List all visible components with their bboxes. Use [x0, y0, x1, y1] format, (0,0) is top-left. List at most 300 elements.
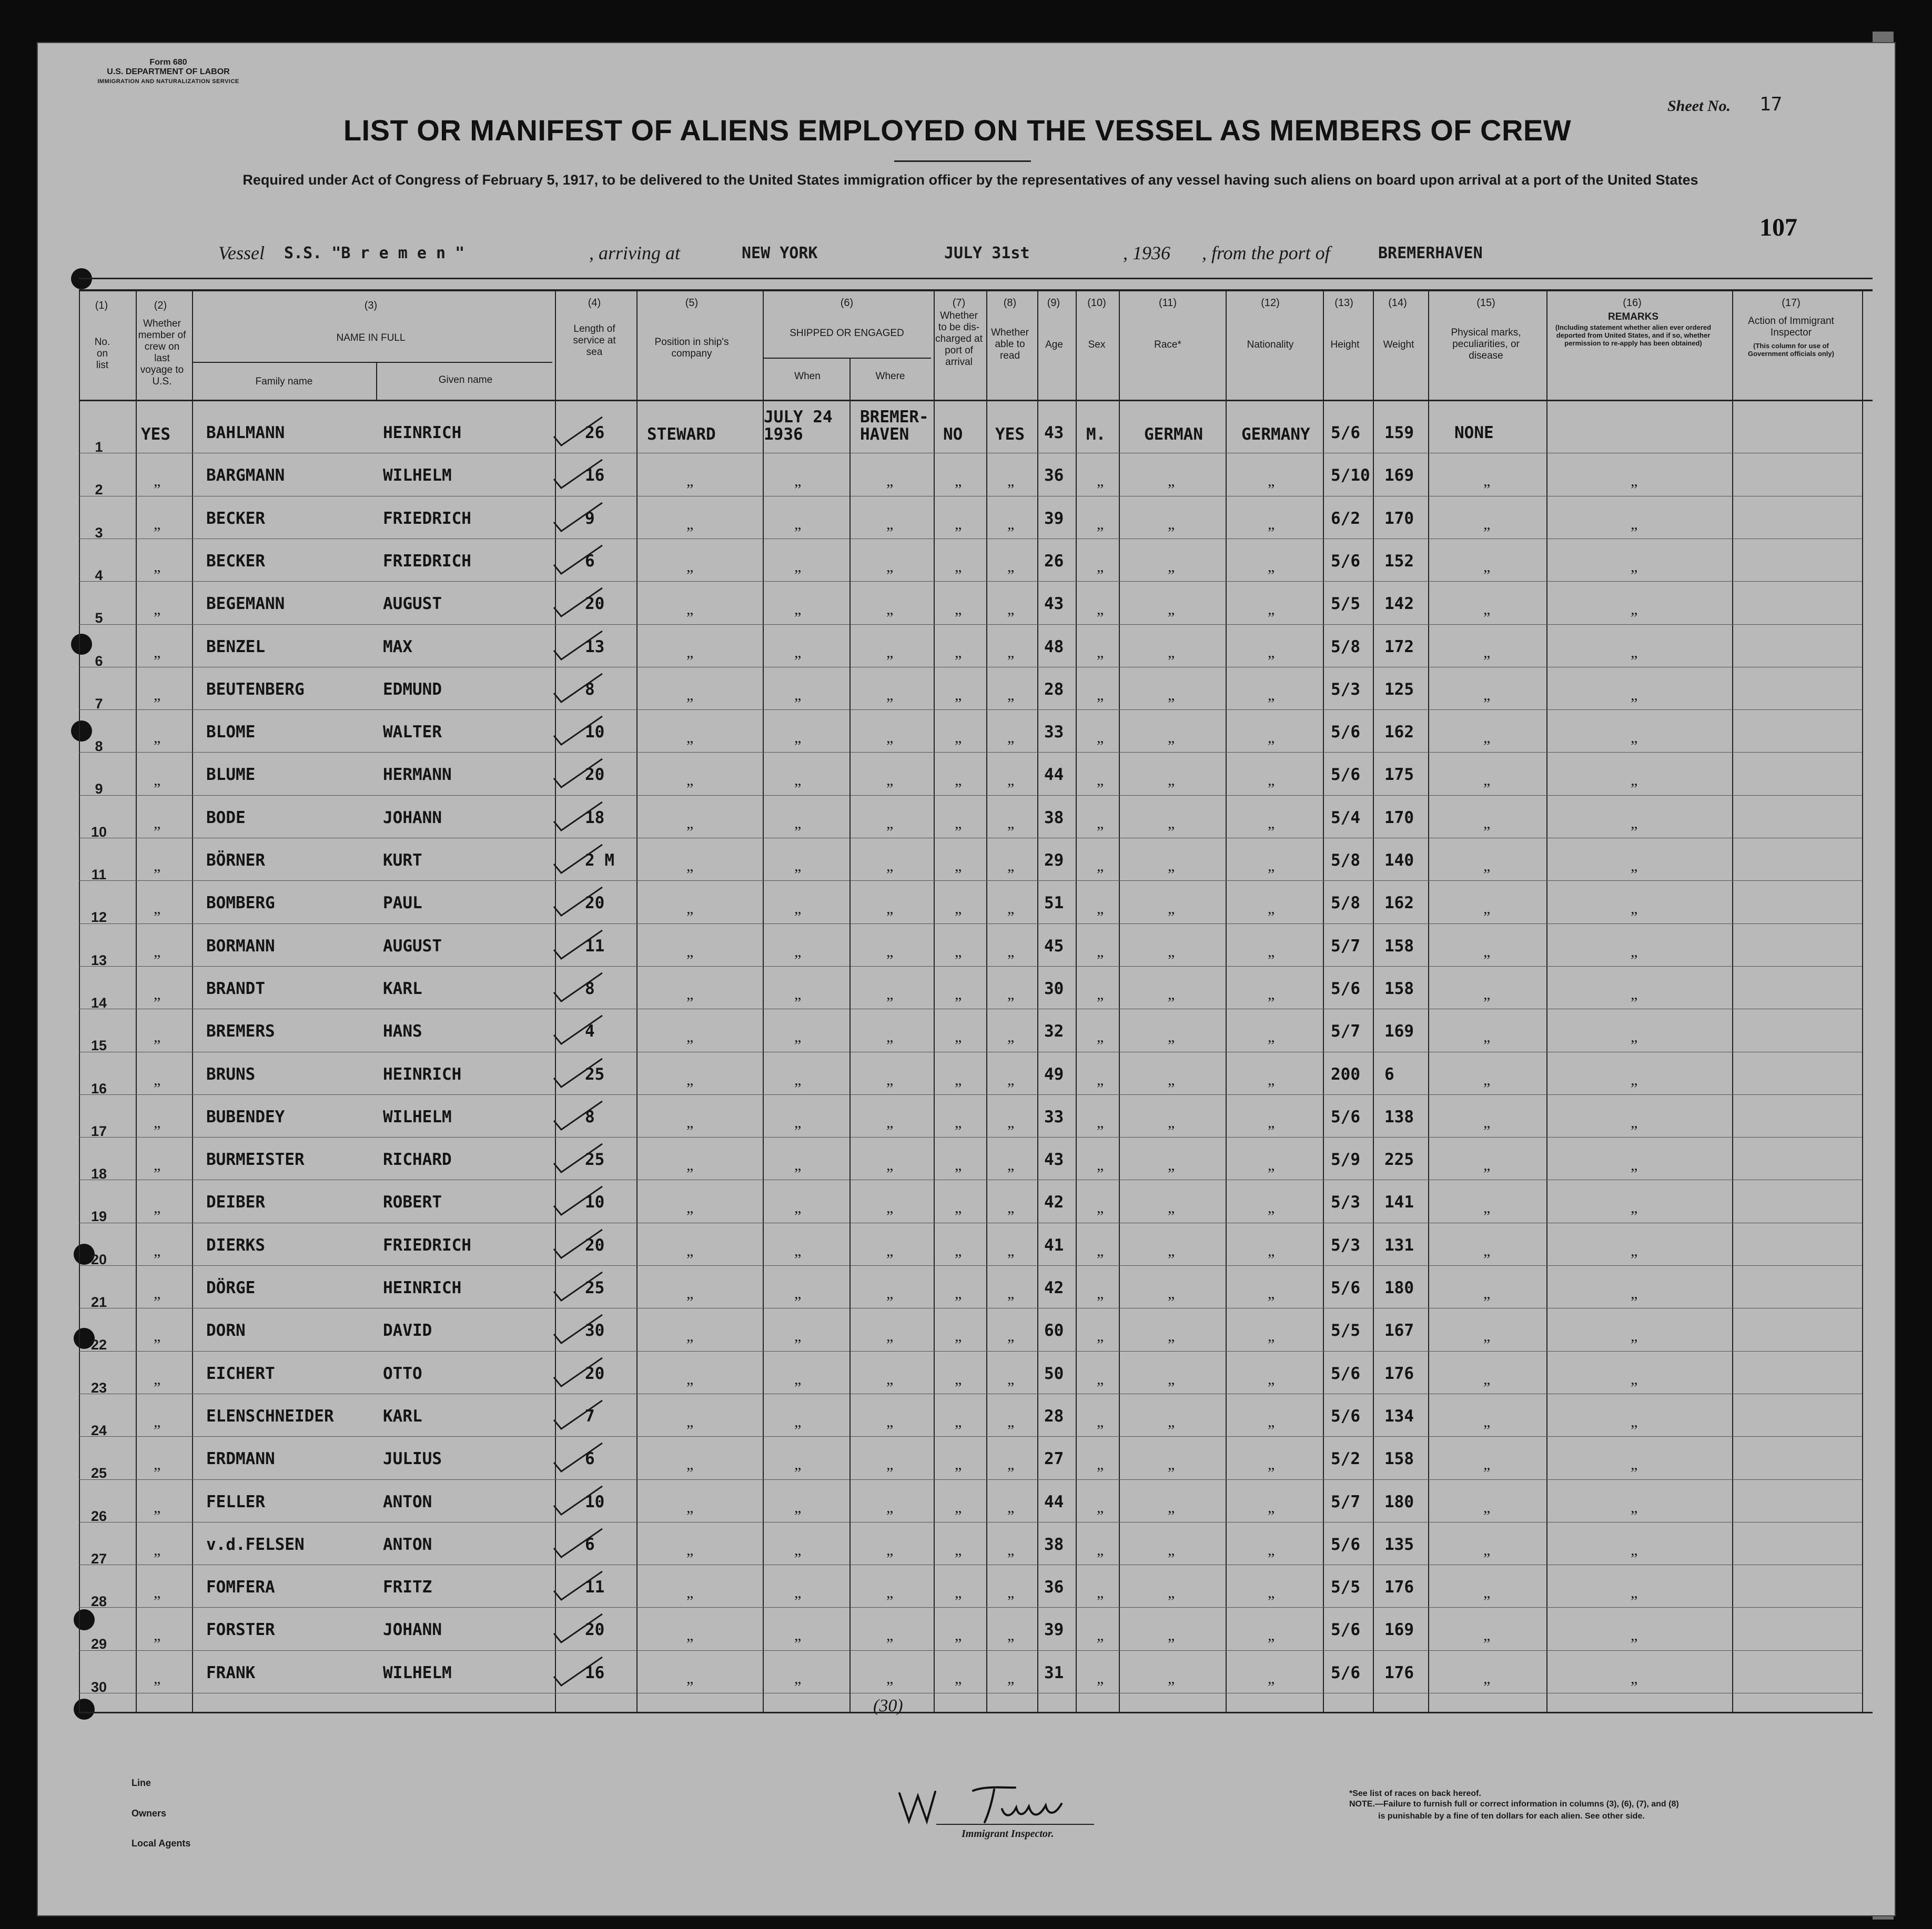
- height: 5/8: [1331, 894, 1360, 912]
- row-number: 18: [90, 1166, 107, 1182]
- ditto-mark: „: [154, 472, 161, 490]
- weight: 135: [1384, 1535, 1414, 1554]
- row-divider: [79, 752, 1862, 753]
- age: 43: [1044, 1150, 1064, 1169]
- service-length: 13: [585, 637, 605, 656]
- age: 29: [1044, 851, 1064, 870]
- ditto-mark: „: [886, 601, 894, 618]
- ditto-mark: „: [886, 815, 894, 832]
- weight: 176: [1384, 1663, 1414, 1682]
- row-number: 29: [90, 1636, 107, 1652]
- ditto-mark: „: [886, 515, 894, 533]
- column-divider: [1119, 290, 1120, 1713]
- physical-marks-value: NONE: [1454, 423, 1494, 442]
- ditto-mark: „: [686, 1199, 694, 1216]
- ditto-mark: „: [1007, 1541, 1015, 1559]
- service-length: 10: [585, 1193, 605, 1212]
- row-number: 12: [90, 909, 107, 925]
- ditto-mark: „: [955, 771, 962, 789]
- weight: 180: [1384, 1278, 1414, 1297]
- height: 5/6: [1331, 723, 1360, 742]
- ditto-mark: „: [1097, 729, 1104, 746]
- ditto-mark: „: [1631, 815, 1638, 832]
- ditto-mark: „: [686, 601, 694, 618]
- given-name: HANS: [383, 1022, 422, 1041]
- ditto-mark: „: [1097, 1456, 1104, 1473]
- where-header: Where: [875, 371, 905, 382]
- ditto-mark: „: [1168, 601, 1175, 618]
- ditto-mark: „: [154, 1670, 161, 1687]
- ditto-mark: „: [886, 1413, 894, 1430]
- given-name: KARL: [383, 979, 422, 998]
- ditto-mark: „: [1483, 1627, 1491, 1644]
- vessel-name: S.S. "B r e m e n ": [284, 244, 465, 262]
- ditto-mark: „: [686, 1541, 694, 1559]
- ditto-mark: „: [794, 857, 802, 875]
- given-name: FRIEDRICH: [383, 1236, 471, 1255]
- family-name: BOMBERG: [206, 894, 275, 912]
- ditto-mark: „: [955, 1370, 962, 1388]
- ditto-mark: „: [1168, 558, 1175, 575]
- ditto-mark: „: [955, 1584, 962, 1601]
- column-divider: [1226, 290, 1227, 1713]
- given-name: DAVID: [383, 1321, 432, 1340]
- inspector-signature: [894, 1780, 1105, 1833]
- col5-header: Position in ship's company: [654, 337, 729, 359]
- col2-header: Whether member of crew on last voyage to U.S.: [138, 318, 186, 387]
- ditto-mark: „: [1168, 1199, 1175, 1216]
- height: 5/6: [1331, 1407, 1360, 1426]
- ditto-mark: „: [686, 1456, 694, 1473]
- check-mark: [550, 627, 608, 664]
- ditto-mark: „: [686, 986, 694, 1003]
- age: 31: [1044, 1663, 1064, 1682]
- weight: 159: [1384, 423, 1414, 442]
- ditto-mark: „: [1007, 515, 1015, 533]
- ditto-mark: „: [794, 1071, 802, 1089]
- weight: 6: [1384, 1065, 1394, 1084]
- ditto-mark: „: [1268, 1285, 1275, 1302]
- age: 33: [1044, 1108, 1064, 1126]
- family-name: ERDMANN: [206, 1449, 275, 1468]
- ditto-mark: „: [1631, 1541, 1638, 1559]
- ditto-mark: „: [1168, 1114, 1175, 1131]
- ditto-mark: „: [794, 1627, 802, 1644]
- service-length: 10: [585, 1493, 605, 1511]
- ditto-mark: „: [794, 1413, 802, 1430]
- age: 50: [1044, 1364, 1064, 1383]
- weight: 134: [1384, 1407, 1414, 1426]
- ditto-mark: „: [794, 515, 802, 533]
- ditto-mark: „: [794, 771, 802, 789]
- check-mark: [550, 1268, 608, 1305]
- age: 48: [1044, 637, 1064, 656]
- sex-value: M.: [1086, 425, 1106, 444]
- ditto-mark: „: [1268, 558, 1275, 575]
- height: 5/3: [1331, 1236, 1360, 1255]
- row-number: 10: [90, 824, 107, 840]
- ditto-mark: „: [794, 815, 802, 832]
- ditto-mark: „: [1268, 515, 1275, 533]
- ditto-mark: „: [154, 601, 161, 618]
- ditto-mark: „: [1168, 1456, 1175, 1473]
- family-name: BLOME: [206, 723, 256, 742]
- from-port-label: , from the port of: [1202, 242, 1330, 263]
- ditto-mark: „: [1268, 686, 1275, 704]
- height: 5/6: [1331, 1663, 1360, 1682]
- ditto-mark: „: [955, 1114, 962, 1131]
- weight: 162: [1384, 894, 1414, 912]
- races-note: *See list of races on back hereof.: [1349, 1789, 1481, 1798]
- column-divider: [934, 290, 935, 1713]
- service-length: 4: [585, 1022, 595, 1041]
- ditto-mark: „: [794, 1499, 802, 1516]
- ditto-mark: „: [886, 1242, 894, 1260]
- given-name: OTTO: [383, 1364, 422, 1383]
- table-top-border: [79, 289, 1873, 291]
- ditto-mark: „: [794, 558, 802, 575]
- ditto-mark: „: [1007, 1114, 1015, 1131]
- ditto-mark: „: [1483, 1541, 1491, 1559]
- age: 30: [1044, 979, 1064, 998]
- ditto-mark: „: [1007, 771, 1015, 789]
- check-mark: [550, 1311, 608, 1347]
- ditto-mark: „: [1631, 644, 1638, 661]
- check-mark: [550, 413, 608, 450]
- check-mark: [550, 1439, 608, 1476]
- ditto-mark: „: [1268, 1242, 1275, 1260]
- ditto-mark: „: [1483, 1584, 1491, 1601]
- check-mark: [550, 1140, 608, 1176]
- race-value: GERMAN: [1144, 425, 1203, 444]
- ditto-mark: „: [686, 1584, 694, 1601]
- ditto-mark: „: [154, 1370, 161, 1388]
- ditto-mark: „: [886, 943, 894, 960]
- family-name: FORSTER: [206, 1620, 275, 1639]
- given-name-header: Given name: [438, 374, 493, 385]
- ditto-mark: „: [1631, 857, 1638, 875]
- ditto-mark: „: [1631, 1199, 1638, 1216]
- ditto-mark: „: [1097, 900, 1104, 917]
- departure-port: BREMERHAVEN: [1378, 244, 1483, 262]
- row-number: 1: [95, 439, 103, 455]
- ditto-mark: „: [1483, 1028, 1491, 1045]
- column-divider: [1428, 290, 1429, 1713]
- given-name: FRIEDRICH: [383, 552, 471, 571]
- row-number: 22: [90, 1337, 107, 1353]
- ditto-mark: „: [154, 729, 161, 746]
- ditto-mark: „: [886, 1627, 894, 1644]
- ditto-mark: „: [686, 771, 694, 789]
- height: 5/6: [1331, 1278, 1360, 1297]
- given-name: ROBERT: [383, 1193, 442, 1212]
- ditto-mark: „: [886, 1199, 894, 1216]
- ditto-mark: „: [1007, 1670, 1015, 1687]
- ditto-mark: „: [1007, 644, 1015, 661]
- col14-header: Weight: [1383, 339, 1414, 350]
- height: 5/10: [1331, 466, 1370, 485]
- ditto-mark: „: [1268, 1156, 1275, 1174]
- ditto-mark: „: [1268, 1670, 1275, 1687]
- check-mark: [550, 1054, 608, 1091]
- check-mark: [550, 499, 608, 535]
- ditto-mark: „: [154, 771, 161, 789]
- ditto-mark: „: [955, 943, 962, 960]
- ditto-mark: „: [1483, 686, 1491, 704]
- ditto-mark: „: [955, 558, 962, 575]
- height: 5/6: [1331, 552, 1360, 571]
- ditto-mark: „: [1097, 1199, 1104, 1216]
- col5-number: (5): [685, 297, 699, 309]
- ditto-mark: „: [1268, 1456, 1275, 1473]
- col3-header: NAME IN FULL: [336, 332, 406, 343]
- ditto-mark: „: [154, 900, 161, 917]
- age: 39: [1044, 509, 1064, 528]
- ditto-mark: „: [154, 943, 161, 960]
- row-number: 4: [95, 567, 103, 583]
- ditto-mark: „: [1168, 1584, 1175, 1601]
- service-length: 7: [585, 1407, 595, 1426]
- col17-header: Action of Immigrant Inspector: [1748, 316, 1834, 338]
- col3-number: (3): [364, 300, 378, 311]
- row-number: 7: [95, 696, 103, 712]
- col15-number: (15): [1476, 297, 1495, 309]
- row-divider: [79, 1094, 1862, 1095]
- service-length: 25: [585, 1278, 605, 1297]
- age: 51: [1044, 894, 1064, 912]
- age: 43: [1044, 423, 1064, 442]
- position-value: STEWARD: [647, 425, 716, 444]
- column-divider: [1076, 290, 1077, 1713]
- col11-header: Race*: [1154, 339, 1181, 350]
- ditto-mark: „: [154, 815, 161, 832]
- ditto-mark: „: [154, 1156, 161, 1174]
- col7-header: Whether to be dis- charged at port of arrival: [935, 310, 983, 368]
- ditto-mark: „: [1631, 1670, 1638, 1687]
- ditto-mark: „: [955, 815, 962, 832]
- ditto-mark: „: [1097, 1071, 1104, 1089]
- height: 5/5: [1331, 594, 1360, 613]
- service-length: 20: [585, 765, 605, 784]
- ditto-mark: „: [886, 986, 894, 1003]
- ditto-mark: „: [1268, 986, 1275, 1003]
- ditto-mark: „: [686, 1499, 694, 1516]
- given-name: FRITZ: [383, 1578, 432, 1597]
- ditto-mark: „: [1007, 857, 1015, 875]
- weight: 158: [1384, 937, 1414, 956]
- ditto-mark: „: [1007, 1242, 1015, 1260]
- ditto-mark: „: [1483, 472, 1491, 490]
- ditto-mark: „: [1097, 1670, 1104, 1687]
- ditto-mark: „: [1268, 857, 1275, 875]
- ditto-mark: „: [1007, 558, 1015, 575]
- service-length: 25: [585, 1150, 605, 1169]
- ditto-mark: „: [1483, 1071, 1491, 1089]
- ditto-mark: „: [154, 1028, 161, 1045]
- family-name: BLUME: [206, 765, 256, 784]
- col11-number: (11): [1158, 297, 1177, 309]
- penalty-note-cont: is punishable by a fine of ten dollars for each alien. See other side.: [1378, 1812, 1645, 1821]
- age: 43: [1044, 594, 1064, 613]
- ditto-mark: „: [1097, 515, 1104, 533]
- col17-subheader: (This column for use of Government officials only): [1748, 342, 1834, 358]
- document-subtitle: Required under Act of Congress of February 5, 1917, to be delivered to the United States immigration officer by the representatives of any vessel having such aliens on board upon arrival at a port of the United States: [242, 172, 1698, 188]
- ditto-mark: „: [955, 900, 962, 917]
- age: 28: [1044, 1407, 1064, 1426]
- ditto-mark: „: [1097, 1584, 1104, 1601]
- ditto-mark: „: [1007, 1499, 1015, 1516]
- ditto-mark: „: [886, 644, 894, 661]
- ditto-mark: „: [886, 729, 894, 746]
- service-length: 16: [585, 466, 605, 485]
- given-name: HEINRICH: [383, 423, 462, 442]
- ditto-mark: „: [794, 686, 802, 704]
- ditto-mark: „: [154, 515, 161, 533]
- family-name: ELENSCHNEIDER: [206, 1407, 334, 1426]
- row-divider: [79, 795, 1862, 796]
- form-number: Form 680: [149, 58, 187, 67]
- ditto-mark: „: [955, 1499, 962, 1516]
- ditto-mark: „: [1631, 558, 1638, 575]
- family-name: BREMERS: [206, 1022, 275, 1041]
- ditto-mark: „: [1168, 729, 1175, 746]
- given-name: HERMANN: [383, 765, 452, 784]
- row-number: 3: [95, 525, 103, 541]
- check-mark: [550, 840, 608, 877]
- row-divider: [79, 923, 1862, 924]
- ditto-mark: „: [886, 686, 894, 704]
- check-mark: [550, 1396, 608, 1433]
- ditto-mark: „: [686, 558, 694, 575]
- shipped-subheader-divider: [849, 358, 851, 1712]
- row-number: 20: [90, 1252, 107, 1267]
- ditto-mark: „: [1483, 1285, 1491, 1302]
- ditto-mark: „: [686, 943, 694, 960]
- row-number: 19: [90, 1209, 107, 1224]
- service-length: 20: [585, 1364, 605, 1383]
- weight: 169: [1384, 1620, 1414, 1639]
- check-mark: [550, 1225, 608, 1262]
- ditto-mark: „: [886, 1456, 894, 1473]
- total-count-note: (30): [873, 1696, 903, 1715]
- age: 42: [1044, 1278, 1064, 1297]
- column-divider: [192, 290, 193, 1713]
- ditto-mark: „: [1007, 1413, 1015, 1430]
- age: 60: [1044, 1321, 1064, 1340]
- ditto-mark: „: [686, 1327, 694, 1345]
- service-length: 30: [585, 1321, 605, 1340]
- check-mark: [550, 969, 608, 1006]
- col12-header: Nationality: [1247, 339, 1294, 350]
- ditto-mark: „: [1483, 558, 1491, 575]
- family-name: FELLER: [206, 1493, 265, 1511]
- col12-number: (12): [1261, 297, 1280, 309]
- col17-number: (17): [1782, 297, 1800, 309]
- ditto-mark: „: [794, 472, 802, 490]
- check-mark: [550, 584, 608, 621]
- col9-number: (9): [1047, 297, 1060, 309]
- ditto-mark: „: [1168, 1156, 1175, 1174]
- ditto-mark: „: [1097, 857, 1104, 875]
- ditto-mark: „: [1007, 1199, 1015, 1216]
- ditto-mark: „: [886, 1285, 894, 1302]
- ditto-mark: „: [886, 900, 894, 917]
- col4-number: (4): [588, 297, 601, 309]
- ditto-mark: „: [886, 1071, 894, 1089]
- row-divider: [79, 709, 1862, 710]
- ditto-mark: „: [1007, 900, 1015, 917]
- ditto-mark: „: [1007, 686, 1015, 704]
- weight: 158: [1384, 979, 1414, 998]
- row-number: 13: [90, 952, 107, 968]
- age: 38: [1044, 1535, 1064, 1554]
- ditto-mark: „: [1097, 771, 1104, 789]
- check-mark: [550, 1097, 608, 1134]
- given-name: MAX: [383, 637, 412, 656]
- ditto-mark: „: [154, 1541, 161, 1559]
- family-name: DORN: [206, 1321, 246, 1340]
- column-divider: [636, 290, 638, 1713]
- family-name: DEIBER: [206, 1193, 265, 1212]
- ditto-mark: „: [1483, 771, 1491, 789]
- family-name: BRUNS: [206, 1065, 256, 1084]
- col10-header: Sex: [1088, 339, 1106, 350]
- ditto-mark: „: [1007, 1156, 1015, 1174]
- row-number: 11: [91, 867, 107, 882]
- ditto-mark: „: [1007, 1071, 1015, 1089]
- ditto-mark: „: [1631, 729, 1638, 746]
- ditto-mark: „: [1168, 1541, 1175, 1559]
- height: 5/9: [1331, 1150, 1360, 1169]
- check-mark: [550, 755, 608, 791]
- height: 5/6: [1331, 765, 1360, 784]
- given-name: ANTON: [383, 1535, 432, 1554]
- ditto-mark: „: [794, 1541, 802, 1559]
- ditto-mark: „: [1483, 1242, 1491, 1260]
- family-name: FRANK: [206, 1663, 256, 1682]
- ditto-mark: „: [1168, 644, 1175, 661]
- row-number: 23: [90, 1380, 107, 1396]
- column-divider: [1323, 290, 1324, 1713]
- given-name: HEINRICH: [383, 1065, 462, 1084]
- weight: 125: [1384, 680, 1414, 699]
- ditto-mark: „: [686, 686, 694, 704]
- row-divider: [79, 1607, 1862, 1608]
- penalty-note: NOTE.—Failure to furnish full or correct information in columns (3), (6), (7), and (8): [1349, 1800, 1679, 1809]
- family-name: BODE: [206, 808, 246, 827]
- given-name: AUGUST: [383, 937, 442, 956]
- ditto-mark: „: [955, 1028, 962, 1045]
- given-name: AUGUST: [383, 594, 442, 613]
- ditto-mark: „: [1268, 900, 1275, 917]
- ditto-mark: „: [1631, 1584, 1638, 1601]
- ditto-mark: „: [686, 1285, 694, 1302]
- ditto-mark: „: [955, 1627, 962, 1644]
- weight: 167: [1384, 1321, 1414, 1340]
- ditto-mark: „: [1483, 1456, 1491, 1473]
- row-number: 27: [90, 1551, 107, 1567]
- service-length: 26: [585, 423, 605, 442]
- ditto-mark: „: [1268, 1413, 1275, 1430]
- row-divider: [79, 581, 1862, 582]
- vessel-underline: [79, 278, 1873, 279]
- col4-header: Length of service at sea: [573, 323, 616, 358]
- family-name: BENZEL: [206, 637, 265, 656]
- service-length: 11: [585, 1578, 605, 1597]
- height: 5/2: [1331, 1449, 1360, 1468]
- ditto-mark: „: [794, 1456, 802, 1473]
- ditto-mark: „: [686, 1114, 694, 1131]
